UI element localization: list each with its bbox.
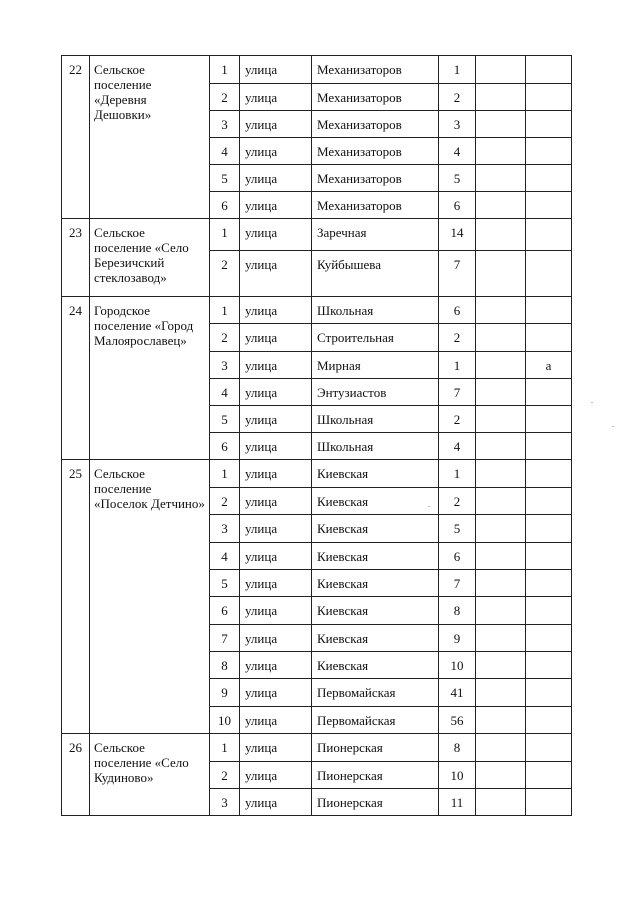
extra-cell-2 <box>526 379 572 406</box>
extra-cell-1 <box>476 352 526 379</box>
row-index: 1 <box>210 56 240 84</box>
street-name: Куйбышева <box>312 251 439 297</box>
settlement-name: Городское поселение «Город Малоярославец» <box>90 297 210 460</box>
row-index: 5 <box>210 570 240 597</box>
house-number: 1 <box>439 56 476 84</box>
settlement-name: Сельское поселение «Деревня Дешовки» <box>90 56 210 219</box>
table-row <box>62 734 572 762</box>
table-row <box>62 219 572 251</box>
extra-cell-1 <box>476 324 526 352</box>
street-name: Киевская <box>312 543 439 570</box>
extra-cell-1 <box>476 789 526 816</box>
extra-cell-1 <box>476 460 526 488</box>
extra-cell-2 <box>526 251 572 297</box>
street-name: Механизаторов <box>312 138 439 165</box>
street-name: Школьная <box>312 433 439 460</box>
street-type: улица <box>240 625 312 652</box>
street-type: улица <box>240 460 312 488</box>
house-number: 6 <box>439 543 476 570</box>
extra-cell-1 <box>476 734 526 762</box>
street-name: Первомайская <box>312 679 439 707</box>
street-name: Механизаторов <box>312 111 439 138</box>
row-index: 6 <box>210 597 240 625</box>
extra-cell-2 <box>526 488 572 515</box>
street-name: Киевская <box>312 515 439 543</box>
extra-cell-1 <box>476 297 526 324</box>
street-type: улица <box>240 515 312 543</box>
settlement-name: Сельское поселение «Село Кудиново» <box>90 734 210 816</box>
extra-cell-1 <box>476 543 526 570</box>
row-index: 4 <box>210 543 240 570</box>
scan-speck <box>428 506 430 507</box>
street-type: улица <box>240 734 312 762</box>
street-name: Киевская <box>312 625 439 652</box>
extra-cell-1 <box>476 570 526 597</box>
extra-cell-2 <box>526 543 572 570</box>
street-type: улица <box>240 543 312 570</box>
extra-cell-2 <box>526 762 572 789</box>
street-name: Заречная <box>312 219 439 251</box>
extra-cell-2 <box>526 111 572 138</box>
group-number: 24 <box>62 297 90 460</box>
table-body <box>62 56 572 816</box>
extra-cell-1 <box>476 219 526 251</box>
street-type: улица <box>240 84 312 111</box>
extra-cell-1 <box>476 406 526 433</box>
extra-cell-2 <box>526 433 572 460</box>
house-number: 8 <box>439 597 476 625</box>
row-index: 2 <box>210 762 240 789</box>
extra-cell-1 <box>476 192 526 219</box>
extra-cell-2 <box>526 165 572 192</box>
extra-cell-2 <box>526 84 572 111</box>
row-index: 1 <box>210 460 240 488</box>
street-type: улица <box>240 138 312 165</box>
row-index: 3 <box>210 111 240 138</box>
scan-speck <box>591 402 593 403</box>
street-name: Строительная <box>312 324 439 352</box>
street-type: улица <box>240 652 312 679</box>
house-number: 5 <box>439 515 476 543</box>
extra-cell-2 <box>526 138 572 165</box>
extra-cell-1 <box>476 56 526 84</box>
extra-cell-1 <box>476 251 526 297</box>
house-number: 10 <box>439 652 476 679</box>
house-number: 7 <box>439 570 476 597</box>
row-index: 6 <box>210 433 240 460</box>
house-number: 41 <box>439 679 476 707</box>
row-index: 4 <box>210 138 240 165</box>
street-type: улица <box>240 165 312 192</box>
street-type: улица <box>240 406 312 433</box>
extra-cell-2 <box>526 652 572 679</box>
street-type: улица <box>240 324 312 352</box>
street-type: улица <box>240 379 312 406</box>
extra-cell-2 <box>526 707 572 734</box>
extra-cell-1 <box>476 707 526 734</box>
street-name: Школьная <box>312 297 439 324</box>
street-name: Механизаторов <box>312 84 439 111</box>
row-index: 1 <box>210 734 240 762</box>
street-type: улица <box>240 56 312 84</box>
house-number: 4 <box>439 138 476 165</box>
extra-cell-2 <box>526 297 572 324</box>
street-name: Киевская <box>312 460 439 488</box>
street-name: Киевская <box>312 570 439 597</box>
extra-cell-2 <box>526 460 572 488</box>
group-number: 25 <box>62 460 90 734</box>
house-number: 14 <box>439 219 476 251</box>
street-type: улица <box>240 352 312 379</box>
row-index: 2 <box>210 488 240 515</box>
house-number: 3 <box>439 111 476 138</box>
row-index: 9 <box>210 679 240 707</box>
group-number: 26 <box>62 734 90 816</box>
extra-cell-2 <box>526 219 572 251</box>
house-number: 56 <box>439 707 476 734</box>
extra-cell-1 <box>476 679 526 707</box>
house-number: 4 <box>439 433 476 460</box>
extra-cell-2 <box>526 625 572 652</box>
street-type: улица <box>240 597 312 625</box>
street-type: улица <box>240 297 312 324</box>
house-number: 7 <box>439 379 476 406</box>
row-index: 3 <box>210 515 240 543</box>
street-name: Пионерская <box>312 762 439 789</box>
street-type: улица <box>240 219 312 251</box>
street-type: улица <box>240 679 312 707</box>
settlement-name: Сельское поселение «Поселок Детчино» <box>90 460 210 734</box>
extra-cell-1 <box>476 379 526 406</box>
house-number: 2 <box>439 84 476 111</box>
house-number: 7 <box>439 251 476 297</box>
house-number: 9 <box>439 625 476 652</box>
street-name: Киевская <box>312 488 439 515</box>
street-type: улица <box>240 433 312 460</box>
extra-cell-1 <box>476 515 526 543</box>
group-number: 23 <box>62 219 90 297</box>
street-type: улица <box>240 789 312 816</box>
house-number: 1 <box>439 352 476 379</box>
street-type: улица <box>240 251 312 297</box>
extra-cell-1 <box>476 165 526 192</box>
table-row <box>62 56 572 84</box>
house-number: 2 <box>439 324 476 352</box>
extra-cell-2 <box>526 324 572 352</box>
extra-cell-2 <box>526 515 572 543</box>
street-name: Энтузиастов <box>312 379 439 406</box>
extra-cell-2 <box>526 570 572 597</box>
extra-cell-2 <box>526 734 572 762</box>
settlement-name: Сельское поселение «Село Березичский стеклозавод» <box>90 219 210 297</box>
street-name: Школьная <box>312 406 439 433</box>
row-index: 2 <box>210 251 240 297</box>
street-type: улица <box>240 192 312 219</box>
street-name: Пионерская <box>312 789 439 816</box>
street-name: Механизаторов <box>312 56 439 84</box>
extra-cell-1 <box>476 597 526 625</box>
extra-cell-1 <box>476 762 526 789</box>
extra-cell-2 <box>526 789 572 816</box>
street-type: улица <box>240 488 312 515</box>
house-number: 2 <box>439 488 476 515</box>
row-index: 10 <box>210 707 240 734</box>
house-number: 1 <box>439 460 476 488</box>
street-name: Пионерская <box>312 734 439 762</box>
extra-cell-2 <box>526 597 572 625</box>
address-table <box>61 55 572 816</box>
row-index: 8 <box>210 652 240 679</box>
row-index: 5 <box>210 165 240 192</box>
street-name: Первомайская <box>312 707 439 734</box>
row-index: 6 <box>210 192 240 219</box>
extra-cell-1 <box>476 138 526 165</box>
extra-cell-2 <box>526 679 572 707</box>
house-number: 6 <box>439 297 476 324</box>
extra-cell-1 <box>476 84 526 111</box>
table-row <box>62 460 572 488</box>
house-number: 6 <box>439 192 476 219</box>
street-type: улица <box>240 762 312 789</box>
row-index: 1 <box>210 219 240 251</box>
house-number: 8 <box>439 734 476 762</box>
street-name: Мирная <box>312 352 439 379</box>
extra-cell-2 <box>526 56 572 84</box>
street-type: улица <box>240 707 312 734</box>
extra-cell-1 <box>476 111 526 138</box>
row-index: 2 <box>210 324 240 352</box>
extra-cell-2 <box>526 406 572 433</box>
row-index: 5 <box>210 406 240 433</box>
street-type: улица <box>240 570 312 597</box>
extra-cell-1 <box>476 488 526 515</box>
extra-cell-2: а <box>526 352 572 379</box>
row-index: 3 <box>210 789 240 816</box>
row-index: 1 <box>210 297 240 324</box>
row-index: 7 <box>210 625 240 652</box>
extra-cell-2 <box>526 192 572 219</box>
row-index: 3 <box>210 352 240 379</box>
extra-cell-1 <box>476 433 526 460</box>
street-name: Механизаторов <box>312 192 439 219</box>
extra-cell-1 <box>476 652 526 679</box>
house-number: 10 <box>439 762 476 789</box>
house-number: 2 <box>439 406 476 433</box>
table-row <box>62 297 572 324</box>
street-type: улица <box>240 111 312 138</box>
row-index: 2 <box>210 84 240 111</box>
street-name: Киевская <box>312 597 439 625</box>
street-name: Киевская <box>312 652 439 679</box>
group-number: 22 <box>62 56 90 219</box>
house-number: 5 <box>439 165 476 192</box>
street-name: Механизаторов <box>312 165 439 192</box>
row-index: 4 <box>210 379 240 406</box>
extra-cell-1 <box>476 625 526 652</box>
scan-speck <box>612 426 614 427</box>
house-number: 11 <box>439 789 476 816</box>
